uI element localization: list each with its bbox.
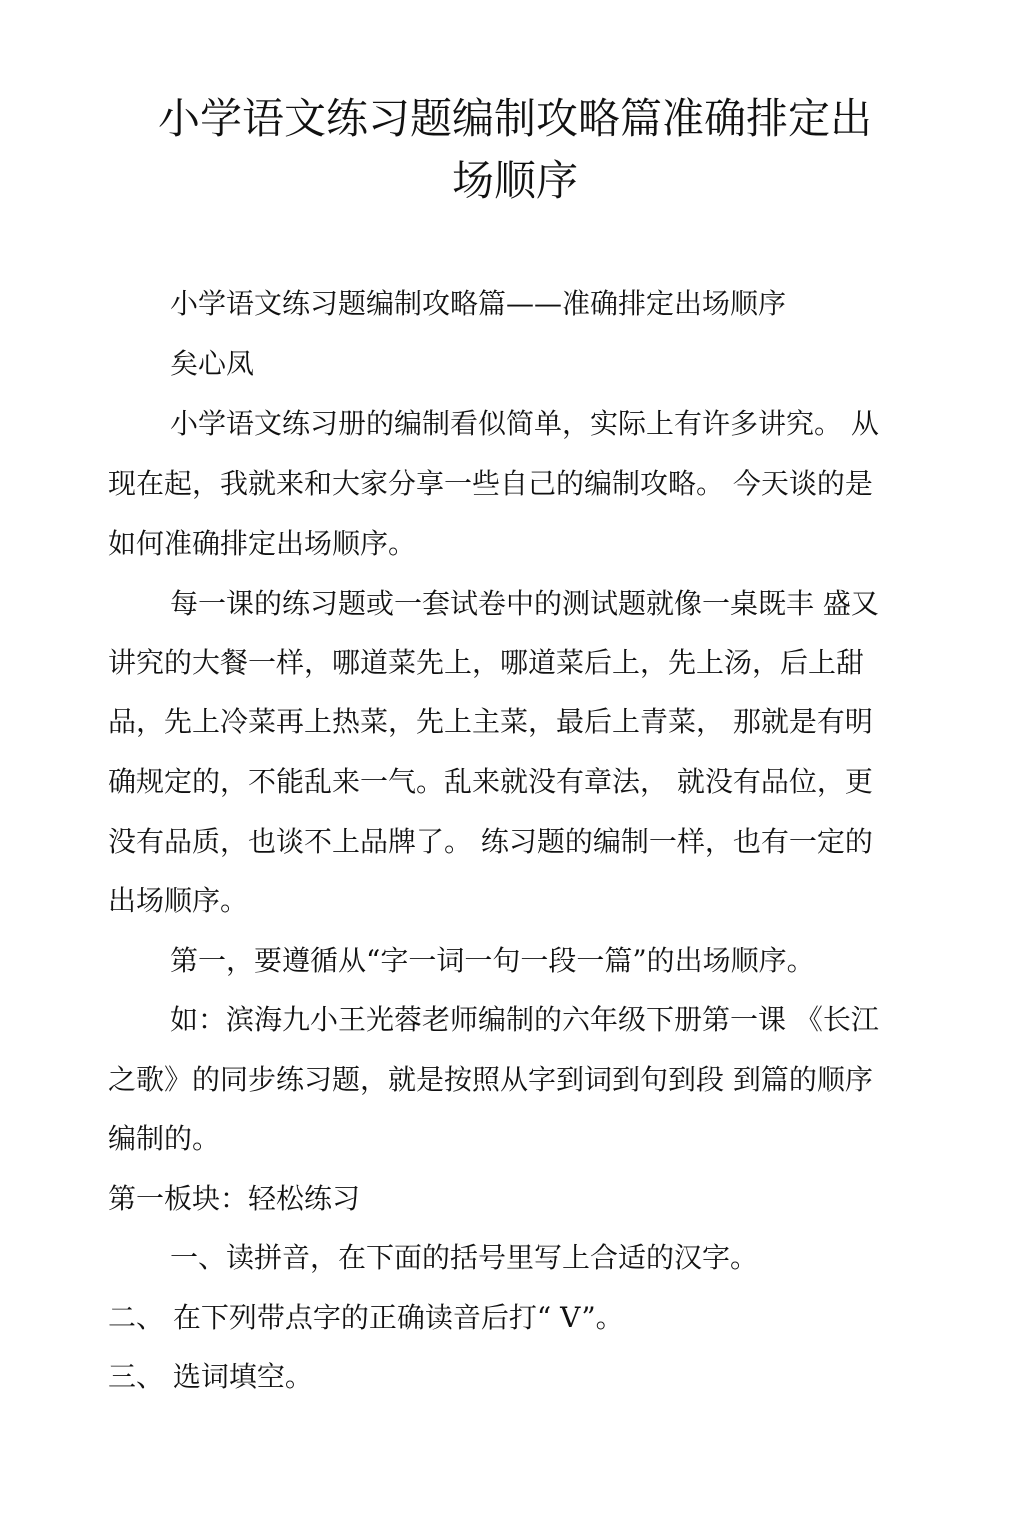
paragraph-4-line-2: 之歌》的同步练习题，就是按照从字到词到句到段 到篇的顺序 bbox=[108, 1063, 873, 1096]
paragraph-4-line-3: 编制的。 bbox=[108, 1122, 221, 1155]
document-title bbox=[100, 88, 930, 212]
author: 矣心凤 bbox=[170, 347, 255, 380]
title-line-2: 场顺序 bbox=[451, 156, 578, 205]
paragraph-2-line-5: 没有品质，也谈不上品牌了。 练习题的编制一样，也有一定的 bbox=[108, 825, 873, 858]
exercise-item-3: 三、 选词填空。 bbox=[108, 1360, 313, 1393]
paragraph-1-line-2: 现在起，我就来和大家分享一些自己的编制攻略。 今天谈的是 bbox=[108, 467, 873, 500]
paragraph-2-line-2: 讲究的大餐一样，哪道菜先上，哪道菜后上，先上汤，后上甜 bbox=[108, 646, 865, 679]
title-line-1: 小学语文练习题编制攻略篇准确排定出 bbox=[157, 94, 872, 143]
paragraph-1-line-1: 小学语文练习册的编制看似简单，实际上有许多讲究。 从 bbox=[170, 407, 879, 440]
paragraph-1-line-3: 如何准确排定出场顺序。 bbox=[108, 527, 417, 560]
paragraph-2-line-1: 每一课的练习题或一套试卷中的测试题就像一桌既丰 盛又 bbox=[170, 587, 879, 620]
exercise-item-2: 二、 在下列带点字的正确读音后打“ V”。 bbox=[108, 1301, 624, 1334]
exercise-item-1: 一、读拼音，在下面的括号里写上合适的汉字。 bbox=[170, 1241, 759, 1274]
paragraph-4-line-1: 如：滨海九小王光蓉老师编制的六年级下册第一课 《长江 bbox=[170, 1003, 879, 1036]
paragraph-2-line-3: 品，先上冷菜再上热菜，先上主菜，最后上青菜， 那就是有明 bbox=[108, 705, 873, 738]
paragraph-2-line-6: 出场顺序。 bbox=[108, 884, 249, 917]
section-heading: 第一板块：轻松练习 bbox=[108, 1182, 361, 1215]
paragraph-2-line-4: 确规定的，不能乱来一气。乱来就没有章法， 就没有品位，更 bbox=[108, 765, 873, 798]
subtitle: 小学语文练习题编制攻略篇——准确排定出场顺序 bbox=[170, 287, 787, 320]
paragraph-3: 第一，要遵循从“字一词一句一段一篇”的出场顺序。 bbox=[170, 944, 815, 977]
